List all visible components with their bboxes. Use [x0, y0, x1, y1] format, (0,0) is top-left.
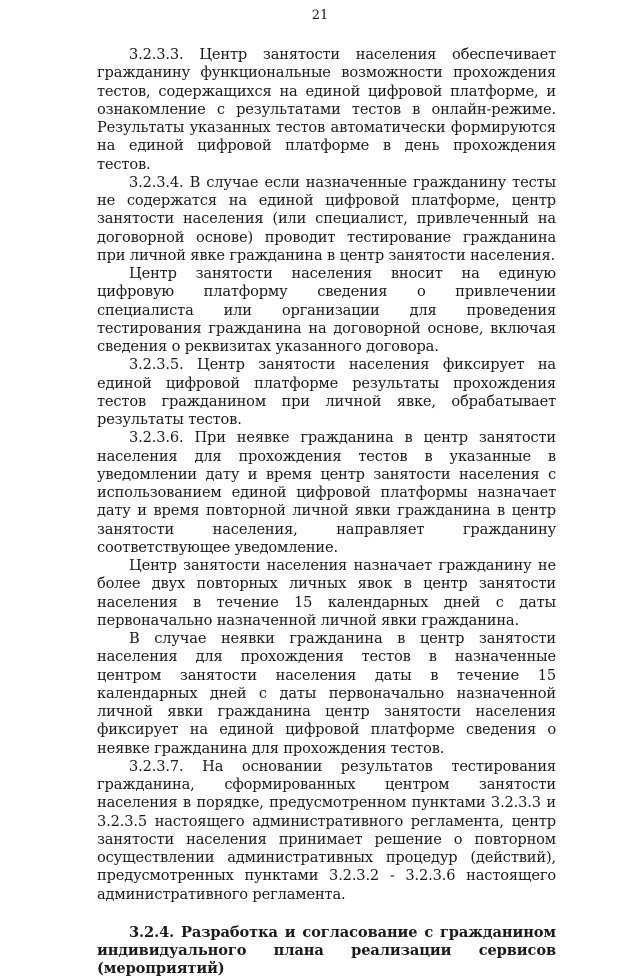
- section-heading-3-2-4: 3.2.4. Разработка и согласование с гражданином индивидуального плана реализации сервисов (мероприятий): [97, 923, 556, 978]
- paragraph-3-2-3-5: 3.2.3.5. Центр занятости населения фиксирует на единой цифровой платформе результаты прохождения тестов гражданином при личной явке, обрабатывает результаты тестов.: [97, 356, 556, 428]
- paragraph-3-2-3-7: 3.2.3.7. На основании результатов тестирования гражданина, сформированных центром занятости населения в порядке, предусмотренном пунктами 3.2.3.3 и 3.2.3.5 настоящего административного регламента, центр занятости населения принимает решение о повторном осуществлении административных процедур (действий), предусмотренных пунктами 3.2.3.2 - 3.2.3.6 настоящего административного регламента.: [97, 757, 556, 903]
- paragraph-specialist-info: Центр занятости населения вносит на единую цифровую платформу сведения о привлечении специалиста или организации для проведения тестирования гражданина на договорной основе, включая сведения о реквизитах указанного договора.: [97, 265, 556, 355]
- paragraph-no-show: В случае неявки гражданина в центр занятости населения для прохождения тестов в назначенные центром занятости населения даты в течение 15 календарных дней с даты первоначально назначенной личной явки гражданина центр занятости населения фиксирует на единой цифровой платформе сведения о неявке гражданина для прохождения тестов.: [97, 630, 556, 757]
- page-number: 21: [311, 8, 329, 23]
- paragraph-3-2-3-4: 3.2.3.4. В случае если назначенные гражданину тесты не содержатся на единой цифровой платформе, центр занятости населения (или специалист, привлеченный на договорной основе) проводит тестирование гражданина при личной явке гражданина в центр занятости населения.: [97, 173, 556, 264]
- paragraph-3-2-3-3: 3.2.3.3. Центр занятости населения обеспечивает гражданину функциональные возможности прохождения тестов, содержащихся на единой цифровой платформе, и ознакомление с результатами тестов в онлайн-режиме. Результаты указанных тестов автоматически формируются на единой цифровой платформе в день прохождения тестов.: [97, 46, 556, 173]
- document-body: [97, 46, 556, 979]
- paragraph-repeat-visits: Центр занятости населения назначает гражданину не более двух повторных личных явок в центр занятости населения в течение 15 календарных дней с даты первоначально назначенной личной явки гражданина.: [97, 557, 556, 629]
- paragraph-3-2-3-6: 3.2.3.6. При неявке гражданина в центр занятости населения для прохождения тестов в указанные в уведомлении дату и время центр занятости населения с использованием единой цифровой платформы назначает дату и время повторной личной явки гражданина в центр занятости населения, направляет гражданину соответствующее уведомление.: [97, 429, 556, 556]
